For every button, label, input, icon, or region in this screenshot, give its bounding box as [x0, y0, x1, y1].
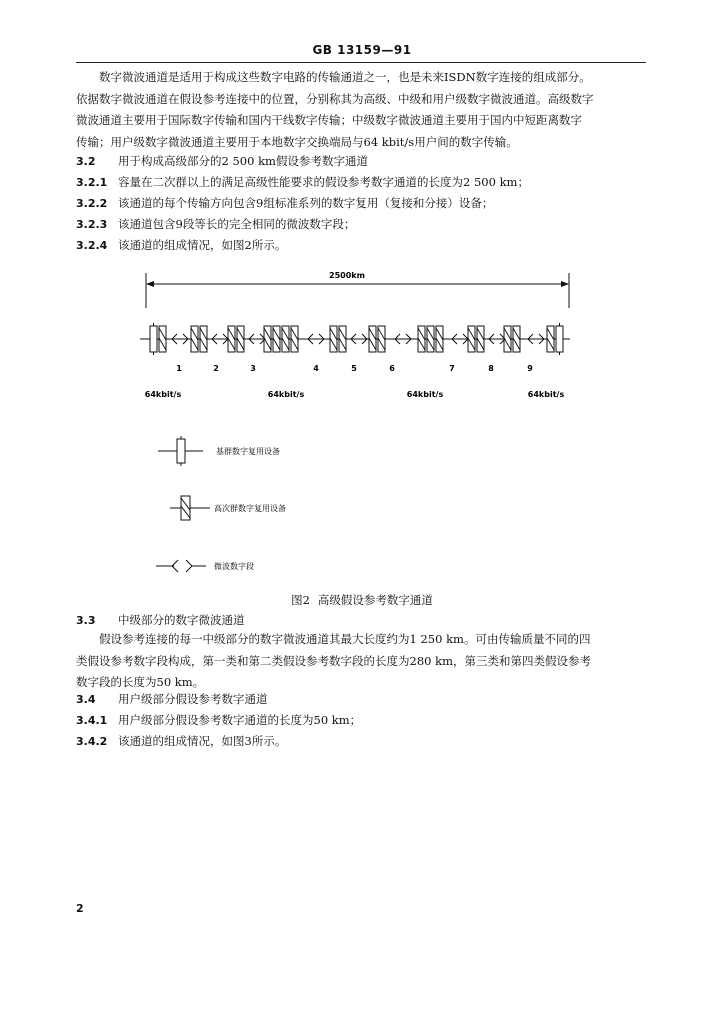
legend-label: 微波数字段 [214, 562, 254, 571]
page-number: 2 [76, 902, 84, 915]
distance-arrowhead-left [146, 281, 154, 287]
figure-title: 高级假设参考数字通道 [317, 593, 433, 607]
section-3-2 [76, 152, 368, 171]
clause-3-2-2 [76, 194, 493, 213]
section-number: 3.3 [76, 614, 96, 627]
clause-number: 3.2.4 [76, 239, 108, 252]
clause-number: 3.2.1 [76, 176, 108, 189]
figure-caption [0, 592, 724, 608]
section-3-3 [76, 611, 245, 630]
section-number-label: 2 [213, 364, 219, 373]
clause-number: 3.2.3 [76, 218, 108, 231]
clause-3-2-4 [76, 236, 286, 255]
clause-3-2-1 [76, 173, 529, 192]
section-number-label: 9 [527, 364, 533, 373]
intro-paragraph [76, 67, 646, 153]
section-number-label: 1 [176, 364, 182, 373]
intro-line: 微波通道主要用于国际数字传输和国内干线数字传输；中级数字微波通道主要用于国内中短距离数字 [76, 113, 582, 127]
section-number-label: 5 [351, 364, 357, 373]
clause-number: 3.4.2 [76, 735, 108, 748]
clause-text: 该通道包含9段等长的完全相同的微波数字段； [118, 217, 356, 231]
legend-higher-order-mux [170, 496, 286, 520]
section-3-4 [76, 690, 268, 709]
legend-microwave-section [156, 560, 254, 572]
clause-text: 容量在二次群以上的满足高级性能要求的假设参考数字通道的长度为2 500 km； [118, 175, 529, 189]
distance-arrowhead-right [561, 281, 569, 287]
header-rule [76, 62, 646, 63]
clause-number: 3.2.2 [76, 197, 108, 210]
legend-label: 高次群数字复用设备 [214, 504, 286, 513]
page-header: GB 13159—91 [312, 43, 412, 57]
section-number-label: 7 [449, 364, 455, 373]
legend-primary-mux [158, 436, 280, 466]
figure-number: 图2 [291, 593, 310, 607]
clause-text: 该通道的组成情况，如图3所示。 [118, 734, 287, 748]
section-numbers [176, 364, 533, 373]
mux-equipment-10 [556, 326, 563, 352]
rate-labels [145, 390, 565, 399]
section-number-label: 8 [488, 364, 494, 373]
section-heading: 中级部分的数字微波通道 [118, 613, 245, 627]
clause-number: 3.4.1 [76, 714, 108, 727]
section-number: 3.2 [76, 155, 96, 168]
section-number-label: 4 [313, 364, 319, 373]
clause-3-4-1 [76, 711, 361, 730]
rate-label: 64kbit/s [267, 390, 305, 399]
primary-mux-icon [177, 439, 185, 463]
rate-label: 64kbit/s [406, 390, 444, 399]
rate-label: 64kbit/s [527, 390, 565, 399]
clause-text: 用户级部分假设参考数字通道的长度为50 km； [118, 713, 362, 727]
legend-label: 基群数字复用设备 [216, 447, 280, 456]
intro-line: 数字微波通道是适用于构成这些数字电路的传输通道之一，也是未来ISDN数字连接的组成部分。 [99, 70, 591, 84]
figure-2-diagram [0, 260, 724, 600]
clause-text: 该通道的组成情况，如图2所示。 [118, 238, 287, 252]
paragraph-line: 类假设参考数字段构成，第一类和第二类假设参考数字段的长度为280 km，第三类和第四类假设参考 [76, 653, 591, 668]
clause-3-2-3 [76, 215, 355, 234]
paragraph-line: 假设参考连接的每一中级部分的数字微波通道其最大长度约为1 250 km。可由传输质量不同的四 [99, 632, 591, 646]
section-heading: 用户级部分假设参考数字通道 [118, 692, 268, 706]
mux-equipment-1 [150, 326, 157, 352]
section-number-label: 6 [389, 364, 395, 373]
section-heading: 用于构成高级部分的2 500 km假设参考数字通道 [118, 154, 368, 168]
paragraph-line: 数字段的长度为50 km。 [76, 675, 205, 689]
intro-line: 依据数字微波通道在假设参考连接中的位置，分别称其为高级、中级和用户级数字微波通道。高级数字 [76, 91, 594, 106]
intro-line: 传输；用户级数字微波通道主要用于本地数字交换端局与64 kbit/s用户间的数字传输。 [76, 134, 518, 149]
clause-text: 该通道的每个传输方向包含9组标准系列的数字复用（复接和分接）设备； [118, 196, 494, 210]
section-3-3-paragraph [76, 629, 646, 694]
section-number: 3.4 [76, 693, 96, 706]
rate-label: 64kbit/s [144, 390, 182, 399]
distance-label: 2500km [329, 271, 365, 280]
clause-3-4-2 [76, 732, 286, 751]
section-number-label: 3 [250, 364, 256, 373]
